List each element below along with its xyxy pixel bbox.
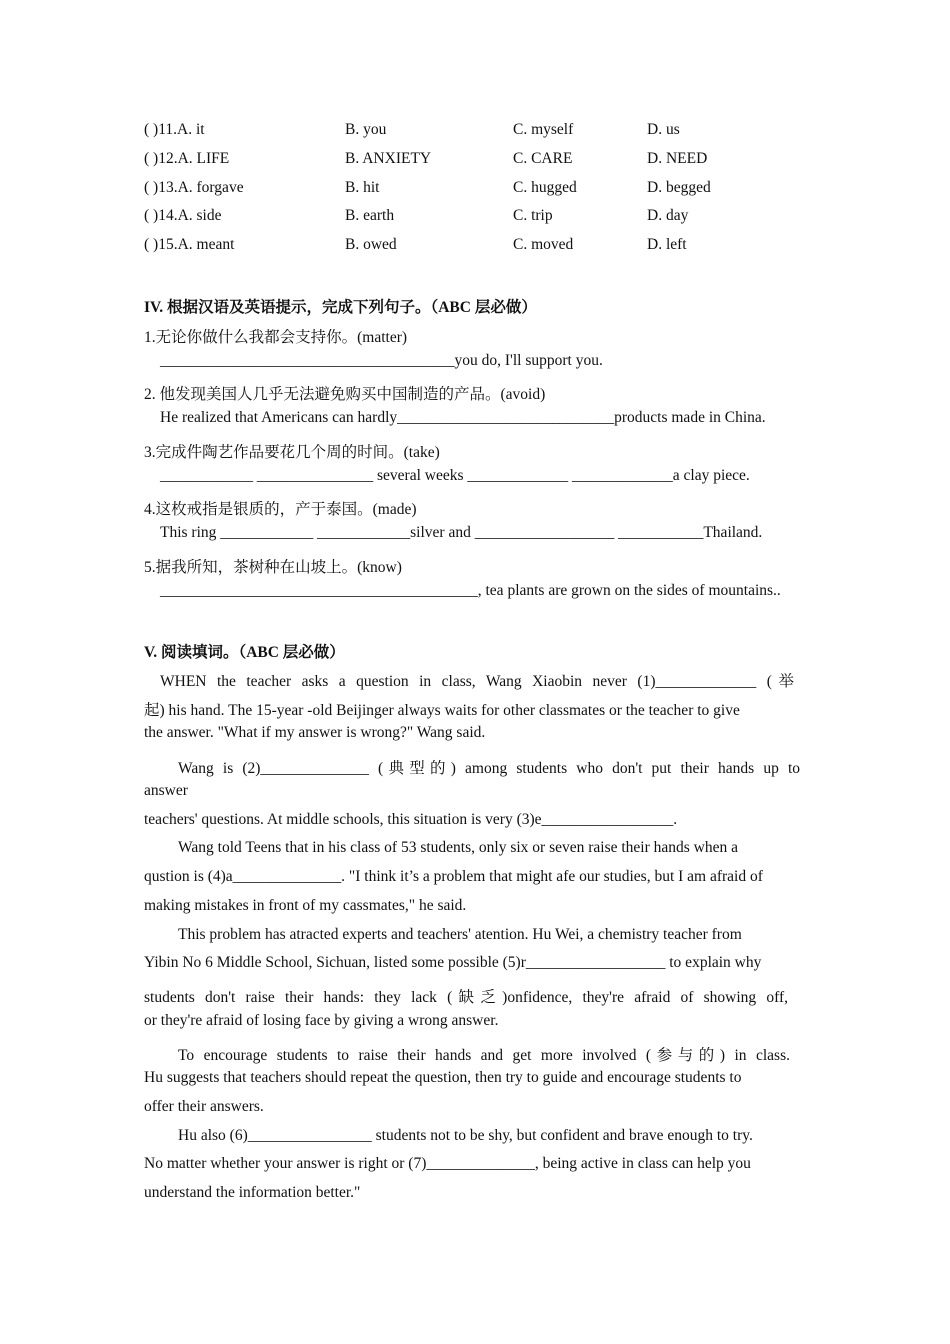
sentence-4-prompt: 4.这枚戒指是银质的，产于泰国。(made) (144, 501, 417, 518)
sentence-2-answer-line: He realized that Americans can hardly____________________________products made in China. (160, 409, 766, 426)
option-d: D. day (647, 207, 689, 224)
option-d: D. begged (647, 179, 711, 196)
option-b: B. hit (345, 179, 380, 196)
option-c: C. myself (513, 121, 574, 138)
passage-line: or they're afraid of losing face by giving a wrong answer. (144, 1012, 499, 1029)
sentence-3-prompt: 3.完成件陶艺作品要花几个周的时间。(take) (144, 444, 440, 461)
sentence-4-answer-line: This ring ____________ ____________silver and __________________ ___________Thailand. (160, 524, 763, 541)
option-d: D. NEED (647, 150, 708, 167)
option-c: C. CARE (513, 150, 573, 167)
option-c: C. moved (513, 236, 574, 253)
passage-line: the answer. "What if my answer is wrong?" Wang said. (144, 724, 486, 741)
passage-line: answer (144, 782, 188, 799)
passage-line: This problem has atracted experts and teachers' atention. Hu Wei, a chemistry teacher from (178, 926, 742, 943)
passage-line: WHEN the teacher asks a question in class, Wang Xiaobin never (1)_____________ (举 (160, 673, 794, 690)
option-b: B. you (345, 121, 387, 138)
question-13: ( )13.A. forgave (144, 179, 244, 196)
question-15: ( )15.A. meant (144, 236, 235, 253)
option-b: B. owed (345, 236, 397, 253)
passage-line: making mistakes in front of my cassmates," he said. (144, 897, 467, 914)
sentence-1-answer-line: ______________________________________you do, I'll support you. (160, 352, 603, 369)
option-b: B. ANXIETY (345, 150, 432, 167)
option-b: B. earth (345, 207, 395, 224)
option-c: C. trip (513, 207, 553, 224)
option-d: D. left (647, 236, 687, 253)
passage-line: Hu also (6)________________ students not to be shy, but confident and brave enough to try. (178, 1127, 753, 1144)
sentence-1-prompt: 1.无论你做什么我都会支持你。(matter) (144, 329, 408, 346)
question-11: ( )11.A. it (144, 121, 205, 138)
passage-line: 起) his hand. The 15-year -old Beijinger always waits for other classmates or the teacher to give (144, 702, 740, 719)
question-12: ( )12.A. LIFE (144, 150, 230, 167)
passage-line: offer their answers. (144, 1098, 264, 1115)
section-5-heading: V. 阅读填词。（ABC 层必做） (144, 644, 345, 661)
passage-line: Yibin No 6 Middle School, Sichuan, listed some possible (5)r__________________ to explain why (144, 954, 762, 971)
section-4-heading: IV. 根据汉语及英语提示，完成下列句子。（ABC 层必做） (144, 299, 537, 316)
passage-line: students don't raise their hands: they lack (缺乏)onfidence, they're afraid of showing off, (144, 989, 788, 1006)
passage-line: understand the information better." (144, 1184, 361, 1201)
question-14: ( )14.A. side (144, 207, 222, 224)
sentence-5-prompt: 5.据我所知，茶树种在山坡上。(know) (144, 559, 402, 576)
sentence-2-prompt: 2. 他发现美国人几乎无法避免购买中国制造的产品。(avoid) (144, 386, 546, 403)
passage-line: Wang is (2)______________ (典型的) among students who don't put their hands up to (178, 760, 800, 777)
sentence-5-answer-line: _________________________________________, tea plants are grown on the sides of mountains.. (160, 582, 781, 599)
passage-line: qustion is (4)a______________. "I think it’s a problem that might afe our studies, but I am afraid of (144, 868, 763, 885)
option-c: C. hugged (513, 179, 577, 196)
passage-line: teachers' questions. At middle schools, this situation is very (3)e_________________. (144, 811, 678, 828)
passage-line: To encourage students to raise their hands and get more involved (参与的) in class. (178, 1047, 790, 1064)
passage-line: No matter whether your answer is right or (7)______________, being active in class can help you (144, 1155, 751, 1172)
passage-line: Hu suggests that teachers should repeat the question, then try to guide and encourage students to (144, 1069, 742, 1086)
passage-line: Wang told Teens that in his class of 53 students, only six or seven raise their hands when a (178, 839, 739, 856)
option-d: D. us (647, 121, 680, 138)
sentence-3-answer-line: ____________ _______________ several weeks _____________ _____________a clay piece. (160, 467, 750, 484)
